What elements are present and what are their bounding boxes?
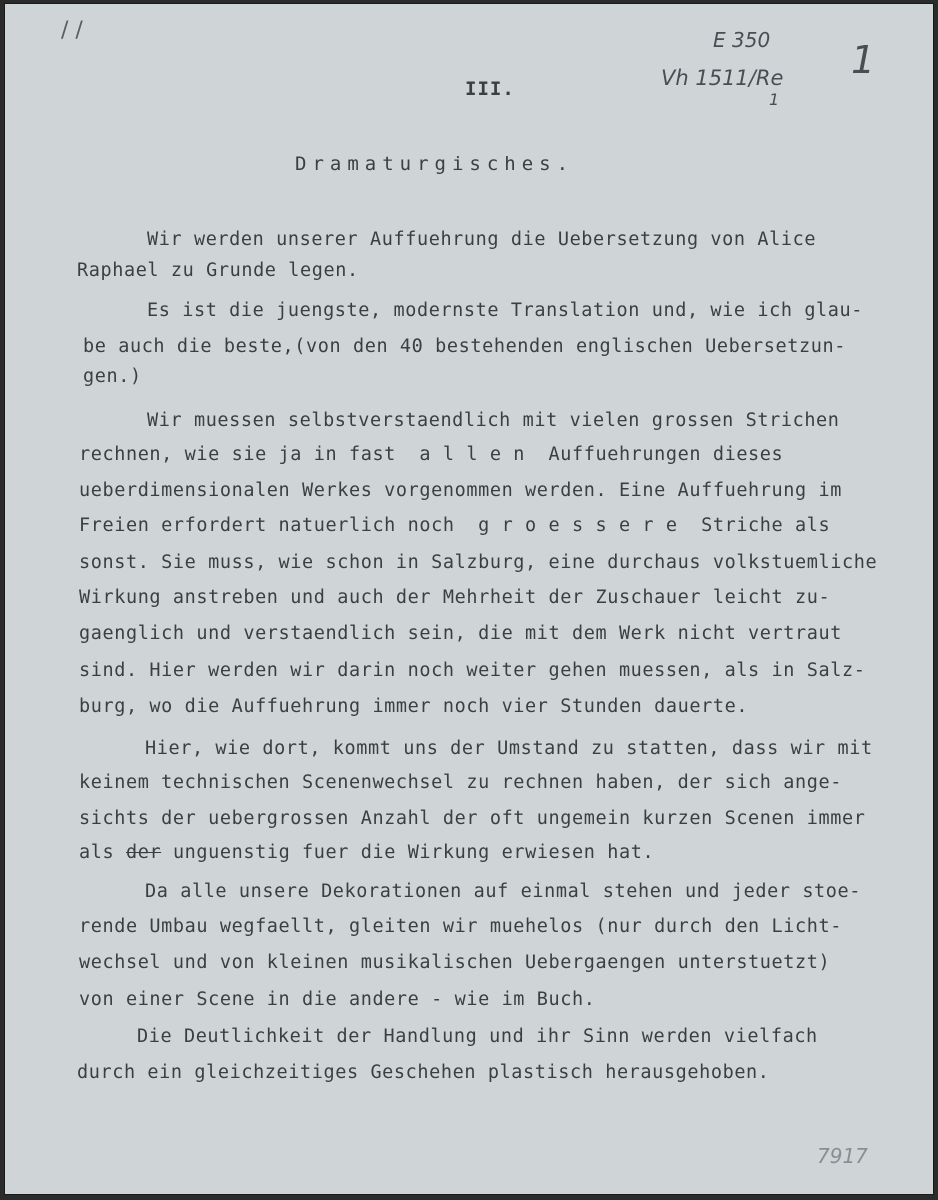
text-line: wechsel und von kleinen musikalischen Uebergaengen unterstuetzt) (79, 952, 831, 973)
margin-marks: / / (61, 18, 83, 43)
signature-sub: 1 (769, 90, 780, 109)
text-line: Die Deutlichkeit der Handlung und ihr Sinn werden vielfach (137, 1026, 818, 1047)
text-line: ueberdimensionalen Werkes vorgenommen werden. Eine Auffuehrung im (79, 480, 842, 501)
text-line: durch ein gleichzeitiges Geschehen plastisch herausgehoben. (77, 1062, 770, 1083)
text-line: be auch die beste,(von den 40 bestehenden englischen Uebersetzun- (83, 336, 846, 357)
text-line: keinem technischen Scenenwechsel zu rechnen haben, der sich ange- (79, 772, 842, 793)
struck-word: der (125, 842, 162, 863)
document-page (4, 3, 934, 1195)
page-title: Dramaturgisches. (295, 153, 575, 175)
text-line: rechnen, wie sie ja in fast a l l e n Auffuehrungen dieses (79, 444, 784, 465)
text-segment: als (79, 842, 115, 863)
text-line: rende Umbau wegfaellt, gleiten wir muehelos (nur durch den Licht- (79, 916, 842, 937)
text-line: sonst. Sie muss, wie schon in Salzburg, eine durchaus volkstuemliche (79, 552, 878, 573)
text-line: Hier, wie dort, kommt uns der Umstand zu statten, dass wir mit (145, 738, 873, 759)
archive-code: E 350 (713, 28, 771, 52)
text-line: Es ist die juengste, modernste Translation und, wie ich glau- (147, 300, 864, 321)
page-number: 1 (851, 38, 876, 82)
text-line: Wir werden unserer Auffuehrung die Uebersetzung von Alice (147, 229, 817, 250)
text-line: sichts der uebergrossen Anzahl der oft ungemein kurzen Scenen immer (79, 808, 866, 829)
signature-ref: Vh 1511/Re (661, 66, 784, 90)
text-line: sind. Hier werden wir darin noch weiter gehen muessen, als in Salz- (79, 660, 866, 681)
text-line: burg, wo die Auffuehrung immer noch vier Stunden dauerte. (79, 696, 749, 717)
text-line: Raphael zu Grunde legen. (77, 260, 359, 281)
text-line: Wirkung anstreben und auch der Mehrheit der Zuschauer leicht zu- (79, 587, 831, 608)
section-number: III. (465, 78, 515, 100)
text-segment: unguenstig fuer die Wirkung erwiesen hat. (172, 842, 655, 863)
text-line: gen.) (83, 366, 142, 387)
text-line: Wir muessen selbstverstaendlich mit vielen grossen Strichen (147, 410, 840, 431)
text-line: Da alle unsere Dekorationen auf einmal stehen und jeder stoe- (145, 881, 862, 902)
bottom-number: 7917 (817, 1144, 868, 1168)
text-line (79, 842, 654, 864)
text-line: gaenglich und verstaendlich sein, die mit dem Werk nicht vertraut (79, 623, 842, 644)
text-line: von einer Scene in die andere - wie im Buch. (79, 989, 596, 1010)
text-line: Freien erfordert natuerlich noch g r o e s s e r e Striche als (79, 515, 831, 536)
